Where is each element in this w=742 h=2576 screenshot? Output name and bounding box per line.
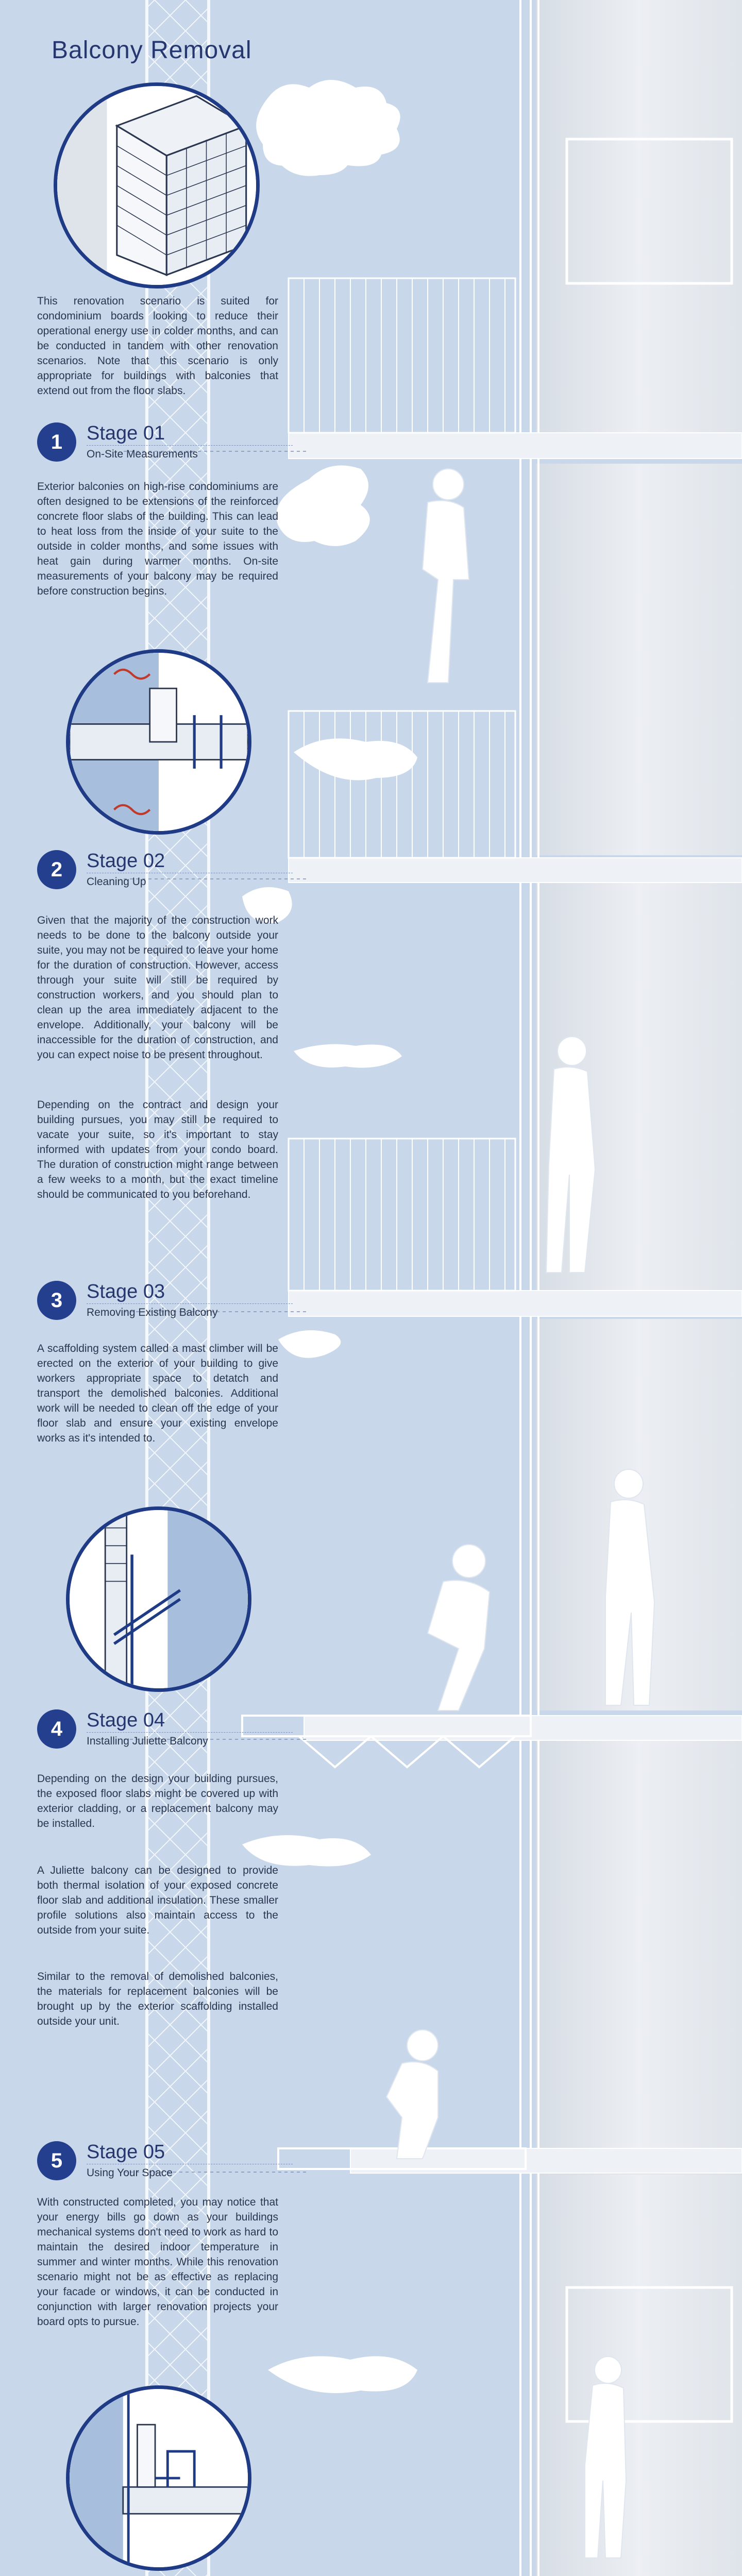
stage-title: Stage 05 [87,2141,165,2163]
thermal-bridge-detail-icon [70,653,248,831]
stage-02-text: Given that the majority of the construction work needs to be done to the balcony outside your suite, you may not be required to leave your home for the duration of construction. However, access through your suite will still be required by construction workers, and you should plan to clean up the area immediately adjacent to the envelope. Additionally, your balcony will be inaccessible for the duration of construction, and you can expect noise to be present throughout. [37,914,278,1061]
stage-subtitle: Installing Juliette Balcony [87,1735,208,1747]
stage-subtitle: Removing Existing Balcony [87,1307,218,1318]
stage-title: Stage 04 [87,1709,165,1731]
stage-02-header [37,850,295,893]
stage-05-header [37,2141,295,2184]
stage-rule [87,445,293,446]
interior-rooms [536,0,742,2576]
page-title: Balcony Removal [52,37,252,64]
stage-number-badge: 3 [37,1281,76,1320]
stage-subtitle: Using Your Space [87,2167,173,2179]
stage-03-text: A scaffolding system called a mast climber will be erected on the exterior of your building to give workers appropriate space to detatch and transport the demolished balconies. Additional work will be needed to clean off the edge of your floor slab and ensure your existing envelope works as it's intended to. [37,1343,278,1444]
scaffold-detail-circle [66,1506,251,1692]
stage-number-badge: 5 [37,2141,76,2180]
stage-number-badge: 2 [37,850,76,889]
building-detail-circle [54,82,260,289]
balcony-railings [289,278,515,1291]
stage-title: Stage 01 [87,422,165,444]
scaffold-platforms [242,1716,531,2169]
building-isometric-icon [57,86,256,285]
stage-title: Stage 02 [87,850,165,872]
stage-number-badge: 4 [37,1709,76,1749]
juliette-balcony-detail-icon [70,2389,248,2567]
stage-subtitle: On-Site Measurements [87,448,198,460]
stage-04-text: Depending on the design your building pursues, the exposed floor slabs might be covered up with exterior cladding, or a replacement balcony may be installed. [37,1773,278,1829]
stage-rule [87,1732,293,1733]
intro-text: This renovation scenario is suited for condominium boards looking to reduce their operational energy use in colder months, and can be conducted in tandem with other renovation scenarios. Note that this scenario is only appropriate for buildings with balconies that extend out from the floor slabs. [37,295,278,397]
stage-03-header [37,1281,295,1324]
stage-04-header [37,1709,295,1753]
stage-subtitle: Cleaning Up [87,876,146,888]
stage-01-header [37,422,295,466]
slab-detail-circle [66,649,251,835]
stage-title: Stage 03 [87,1281,165,1302]
juliette-balcony-detail-circle [66,2385,251,2571]
window-mullions [520,0,538,2576]
stage-rule [87,1303,293,1304]
stage-04-text-2: A Juliette balcony can be designed to provide both thermal isolation of your exposed concrete floor slab and additional insulation. These smaller profile solutions also maintain access to the outside from your suite. [37,1865,278,1936]
stage-04-text-3: Similar to the removal of demolished balconies, the materials for replacement balconies will be brought up by the exterior scaffolding installed outside your unit. [37,1971,278,2027]
stage-05-text: With constructed completed, you may notice that your energy bills go down as your buildings mechanical systems don't need to work as hard to maintain the desired indoor temperature in summer and winter months. While this renovation scenario might not be as effective as replacing your facade or windows, it can be conducted in conjunction with larger renovation projects your board opts to pursue. [37,2196,278,2328]
scaffold-anchor-detail-icon [70,1510,248,1688]
stage-01-text: Exterior balconies on high-rise condominiums are often designed to be extensions of the reinforced concrete floor slabs of the building. This can lead to heat loss from the inside of your suite to the outside in colder months, and some issues with heat gain during warmer months. On-site measurements of your balcony may be required before construction begins. [37,481,278,597]
stage-02-text-2: Depending on the contract and design your building pursues, you may still be required to vacate your suite, so it's important to stay informed with updates from your condo board. The duration of construction might range between a few weeks to a month, but the exact timeline should be communicated to you beforehand. [37,1099,278,1200]
stage-number-badge: 1 [37,422,76,462]
